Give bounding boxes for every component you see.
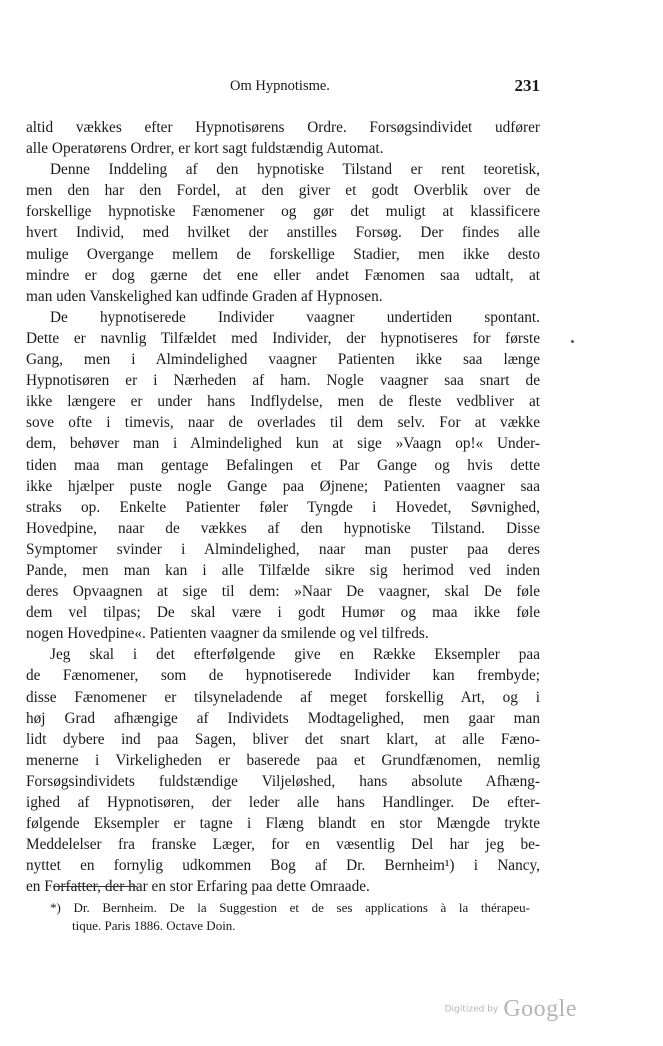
text-line: Gang, men i Almindelighed vaagner Patienten ikke saa længe: [26, 351, 540, 369]
text-line: menerne i Virkeligheden er baserede paa et Grundfænomen, nemlig: [26, 751, 540, 769]
text-line: Hovedpine, naar de vækkes af den hypnotiske Tilstand. Disse: [26, 519, 540, 537]
text-line: ikke længere er under hans Indflydelse, men de fleste vedbliver at: [26, 393, 540, 411]
text-line: følgende Eksempler er tagne i Flæng blandt en stor Mængde trykte: [26, 815, 540, 833]
text-line: Dette er navnlig Tilfældet med Individer, der hypnotiseres for første: [26, 329, 540, 347]
text-line: De hypnotiserede Individer vaagner undertiden spontant.: [50, 308, 540, 326]
text-line: deres Opvaagnen at sige til dem: »Naar De vaagner, skal De føle: [26, 583, 540, 601]
text-line: Forsøgsindividets fuldstændige Viljeløshed, hans absolute Afhæng-: [26, 772, 540, 790]
text-line: høj Grad afhængige af Individets Modtagelighed, men gaar man: [26, 709, 540, 727]
text-line: ighed af Hypnotisøren, der leder alle hans Handlinger. De efter-: [26, 794, 540, 811]
footnote-line: tique. Paris 1886. Octave Doin.: [72, 918, 236, 933]
text-line: Hypnotisøren er i Nærheden af ham. Nogle vaagner saa snart de: [26, 372, 540, 390]
text-line: lidt dybere ind paa Sagen, bliver det snart klart, at alle Fæno-: [26, 730, 540, 748]
footnote-line: *) Dr. Bernheim. De la Suggestion et de ses applications à la thérapeu-: [50, 900, 530, 915]
text-line: dem vel tilpas; De skal være i godt Humør og maa ikke føle: [26, 604, 540, 622]
text-line: nogen Hovedpine«. Patienten vaagner da smilende og vel tilfreds.: [26, 625, 429, 643]
text-line: hvert Individ, med hvilket der anstilles Forsøg. Der findes alle: [26, 224, 540, 242]
text-line: dem, behøver man i Almindelighed kun at sige »Vaagn op!« Under-: [26, 435, 540, 453]
footnote: [50, 899, 530, 935]
watermark-prefix: Digitized by: [444, 1004, 499, 1015]
text-line: en Forfatter, der har en stor Erfaring paa dette Omraade.: [26, 878, 370, 896]
text-line: tiden maa man gentage Befalingen et Par Gange og hvis dette: [26, 456, 540, 474]
text-line: nyttet en fornylig udkommen Bog af Dr. Bernheim¹) i Nancy,: [26, 857, 540, 875]
text-line: de Fænomener, som de hypnotiserede Individer kan frembyde;: [26, 667, 540, 685]
text-line: Pande, men man kan i alle Tilfælde sikre sig herimod ved inden: [26, 561, 540, 579]
text-line: forskellige hypnotiske Fænomener og gør det muligt at klassificere: [26, 203, 540, 221]
text-line: sove ofte i timevis, naar de overlades til dem selv. For at vække: [26, 414, 540, 432]
margin-dot: [571, 340, 574, 343]
text-line: mindre er dog gærne det ene eller andet Fænomen saa udtalt, at: [26, 266, 540, 284]
text-line: man uden Vanskelighed kan udfinde Graden af Hypnosen.: [26, 287, 383, 305]
text-line: men den har den Fordel, at den giver et godt Overblik over de: [26, 182, 540, 200]
text-line: altid vækkes efter Hypnotisørens Ordre. Forsøgsindividet udfører: [26, 119, 540, 136]
footnote-divider: [53, 886, 137, 887]
text-line: Jeg skal i det efterfølgende give en Række Eksempler paa: [50, 646, 540, 664]
text-line: alle Operatørens Ordrer, er kort sagt fuldstændig Automat.: [26, 140, 384, 158]
body-text: [26, 117, 540, 897]
text-line: Symptomer svinder i Almindelighed, naar man puster paa deres: [26, 540, 540, 558]
text-line: ikke hjælper puste nogle Gange paa Øjnene; Patienten vaagner saa: [26, 477, 540, 495]
google-logo: Google: [503, 996, 577, 1022]
google-watermark: [445, 996, 577, 1023]
text-line: mulige Overgange mellem de forskellige Stadier, men ikke desto: [26, 245, 540, 263]
running-title: Om Hypnotisme.: [230, 78, 330, 94]
text-line: Denne Inddeling af den hypnotiske Tilstand er rent teoretisk,: [50, 161, 540, 179]
page-number: 231: [514, 76, 540, 95]
text-line: straks op. Enkelte Patienter føler Tyngde i Hovedet, Søvnighed,: [26, 498, 540, 516]
page-header: [20, 76, 540, 102]
text-line: Meddelelser fra franske Læger, for en væsentlig Del har jeg be-: [26, 836, 540, 854]
text-line: disse Fænomener er tilsyneladende af meget forskellig Art, og i: [26, 688, 540, 706]
